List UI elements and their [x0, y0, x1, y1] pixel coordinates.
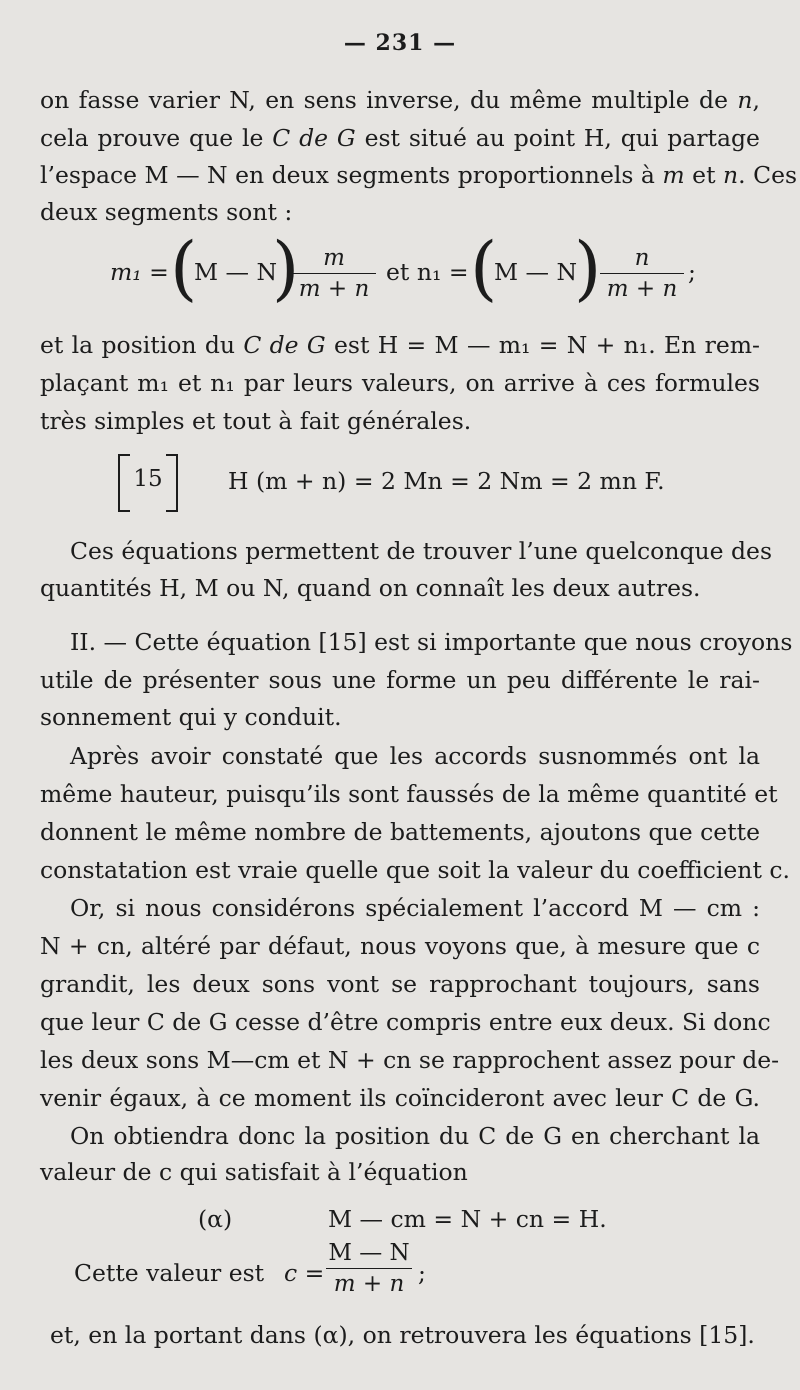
math-var: n	[723, 161, 739, 189]
text-line: utile de présenter sous une forme un peu différente le rai-	[40, 666, 760, 694]
text-line: que leur C de G cesse d’être compris entre eux deux. Si donc	[40, 1008, 771, 1036]
formula-end: ;	[688, 258, 696, 286]
text-line: donnent le même nombre de battements, ajoutons que cette	[40, 818, 760, 846]
text-span: on fasse varier N, en sens inverse, du même multiple de	[40, 86, 728, 114]
cdg-term: C de G	[272, 124, 356, 152]
text-line: On obtiendra donc la position du C de G en cherchant la	[70, 1122, 760, 1150]
text-line: II. — Cette équation [15] est si importante que nous croyons	[70, 628, 793, 656]
paren-right: )	[574, 227, 602, 309]
paren-content: M — N	[194, 258, 278, 286]
text-line: quantités H, M ou N, quand on connaît les deux autres.	[40, 574, 701, 602]
paren-left: (	[470, 227, 498, 309]
fraction-bar	[600, 273, 684, 274]
equation-number: 15	[133, 466, 163, 492]
fraction-denominator: m + n	[333, 1271, 405, 1297]
text-span: l’espace M — N en deux segments proportionnels à	[40, 161, 655, 189]
text-line: venir égaux, à ce moment ils coïncideront avec leur C de G.	[40, 1084, 760, 1112]
text-line: les deux sons M—cm et N + cn se rapprochent assez pour de-	[40, 1046, 780, 1074]
text-line: N + cn, altéré par défaut, nous voyons que, à mesure que c	[40, 932, 760, 960]
text-line: sonnement qui y conduit.	[40, 703, 342, 731]
fraction-bar	[292, 273, 376, 274]
equation-number-box	[118, 454, 178, 512]
text-span: est H = M — m₁ = N + n₁. En rem-	[334, 331, 760, 359]
text-span: ,	[752, 86, 760, 114]
c-value-lhs: c =	[284, 1259, 325, 1287]
fraction-denominator: m + n	[606, 276, 678, 302]
formula-lhs: m₁ =	[110, 258, 169, 286]
fraction-bar	[326, 1268, 412, 1269]
fraction	[292, 245, 376, 302]
fraction	[326, 1240, 412, 1297]
fraction-numerator: m	[323, 245, 345, 271]
text-line	[40, 160, 798, 190]
cdg-term: C de G	[243, 331, 326, 359]
text-span: et la position du	[40, 331, 236, 359]
fraction-numerator: M — N	[328, 1240, 410, 1266]
text-line	[40, 123, 760, 153]
paren-left: (	[170, 227, 198, 309]
text-span: et	[692, 161, 716, 189]
equation-label: (α)	[198, 1205, 233, 1233]
math-var: m	[662, 161, 685, 189]
fraction	[600, 245, 684, 302]
text-span: cela prouve que le	[40, 124, 264, 152]
formula-mid: et n₁ =	[386, 258, 469, 286]
text-line: et, en la portant dans (α), on retrouvera les équations [15].	[50, 1321, 755, 1349]
text-line: même hauteur, puisqu’ils sont faussés de la même quantité et	[40, 780, 778, 808]
text-line	[40, 85, 760, 115]
text-line: valeur de c qui satisfait à l’équation	[40, 1158, 468, 1186]
text-span: est situé au point H, qui partage	[364, 124, 760, 152]
text-line: Ces équations permettent de trouver l’une quelconque des	[70, 537, 773, 565]
equation-alpha: M — cm = N + cn = H.	[328, 1205, 607, 1233]
paren-right: )	[272, 227, 300, 309]
text-line: deux segments sont :	[40, 198, 293, 226]
fraction-numerator: n	[634, 245, 650, 271]
text-line: plaçant m₁ et n₁ par leurs valeurs, on arrive à ces formules	[40, 369, 760, 397]
text-line	[40, 330, 760, 360]
equation-15: H (m + n) = 2 Mn = 2 Nm = 2 mn F.	[228, 467, 665, 495]
page-number: — 231 —	[343, 30, 457, 56]
c-value-lead: Cette valeur est	[74, 1259, 265, 1287]
c-value-end: ;	[418, 1259, 426, 1287]
math-var: n	[737, 86, 753, 114]
text-line: constatation est vraie quelle que soit la valeur du coefficient c.	[40, 856, 790, 884]
text-span: . Ces	[738, 161, 798, 189]
text-line: très simples et tout à fait générales.	[40, 407, 472, 435]
text-line: grandit, les deux sons vont se rapprochant toujours, sans	[40, 970, 760, 998]
text-line: Or, si nous considérons spécialement l’accord M — cm :	[70, 894, 760, 922]
fraction-denominator: m + n	[298, 276, 370, 302]
paren-content: M — N	[494, 258, 578, 286]
text-line: Après avoir constaté que les accords susnommés ont la	[70, 742, 760, 770]
